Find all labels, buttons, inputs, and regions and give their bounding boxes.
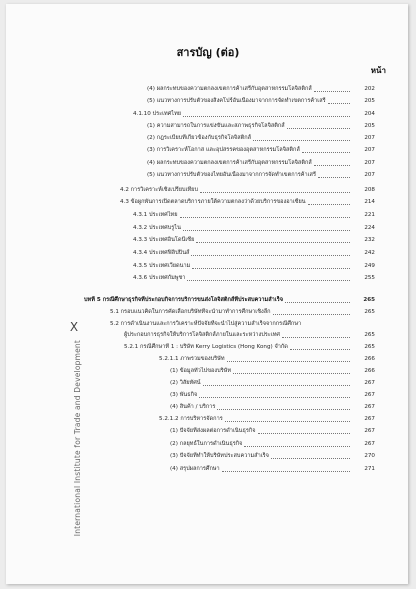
toc-page-number: 267 (364, 416, 375, 422)
toc-page-number: 267 (364, 441, 375, 447)
toc-entry (0, 262, 416, 271)
toc-entry (0, 403, 416, 412)
toc-page-number: 214 (364, 199, 375, 205)
toc-page-number: 267 (364, 428, 375, 434)
toc-entry-title: บทที่ 5 กรณีศึกษาธุรกิจที่ประกอบกิจการบริการขนส่งโลจิสติกส์ที่ประสบความสำเร็จ (84, 297, 283, 303)
toc-page-number: 207 (364, 135, 375, 141)
toc-entry (0, 186, 416, 195)
toc-page-number: 204 (364, 111, 375, 117)
publisher-name: International Institute for Trade and Development (73, 340, 82, 537)
toc-entry-title: (4) ผลกระทบของความตกลงเขตการค้าเสรีกับอุตสาหกรรมโลจิสติกส์ (147, 160, 312, 166)
toc-page-number: 271 (364, 466, 375, 472)
toc-entry-title: (4) ผลกระทบของความตกลงเขตการค้าเสรีกับอุตสาหกรรมโลจิสติกส์ (147, 86, 312, 92)
toc-page-number: 265 (363, 297, 375, 303)
toc-entry-title: 5.1 กรอบแนวคิดในการคัดเลือกบริษัทที่จะนำมาทำการศึกษาเชิงลึก (110, 309, 271, 315)
toc-page-number: 205 (364, 123, 375, 129)
toc-page-number: 267 (364, 404, 375, 410)
toc-entry (0, 171, 416, 180)
toc-entry (0, 110, 416, 119)
toc-entry (0, 85, 416, 94)
toc-entry (0, 427, 416, 436)
toc-entry (0, 159, 416, 168)
toc-entry-title: (2) กลยุทธ์ในการดำเนินธุรกิจ (170, 441, 243, 447)
toc-page-number: 265 (364, 344, 375, 350)
toc-entry-title: 4.3 ข้อผูกพันการเปิดตลาดบริการภายใต้ความตกลงว่าด้วยบริการของอาเซียน (120, 199, 306, 205)
toc-entry-title: (2) กฎระเบียบที่เกี่ยวข้องกับธุรกิจโลจิสติกส์ (147, 135, 252, 141)
toc-entry (0, 440, 416, 449)
toc-entry (0, 452, 416, 461)
toc-entry-title: (1) ข้อมูลทั่วไปของบริษัท (170, 368, 232, 374)
toc-entry (0, 224, 416, 233)
toc-entry-title: (5) แนวทางการปรับตัวของสิงคโปร์อันเนื่องมาจากการจัดทำเขตการค้าเสรี (147, 98, 326, 104)
toc-entry-title: (2) วิสัยทัศน์ (170, 380, 201, 386)
toc-entry (0, 465, 416, 474)
toc-entry-title: 5.2.1.1 ภาพรวมของบริษัท (159, 356, 225, 362)
toc-entry (0, 274, 416, 283)
toc-entry-title: (3) การวิเคราะห์โอกาส และอุปสรรคของอุตสาหกรรมโลจิสติกส์ (147, 147, 300, 153)
toc-entry-title: 4.3.3 ประเทศอินโดนีเซีย (133, 237, 195, 243)
toc-page-number: 267 (364, 392, 375, 398)
toc-page-number: 224 (364, 225, 375, 231)
toc-page-number: 242 (364, 250, 375, 256)
toc-entry (0, 211, 416, 220)
toc-page-number: 267 (364, 380, 375, 386)
toc-entry-title: (4) สรุปผลการศึกษา (170, 466, 220, 472)
toc-entry (0, 249, 416, 258)
toc-entry-title: 4.3.6 ประเทศกัมพูชา (133, 275, 186, 281)
toc-entry (0, 134, 416, 143)
toc-page-number: 265 (364, 309, 375, 315)
toc-entry (0, 146, 416, 155)
toc-page-number: 207 (364, 147, 375, 153)
toc-entry (0, 320, 416, 329)
toc-heading: สารบัญ (ต่อ) (176, 46, 240, 59)
toc-page-number: 255 (364, 275, 375, 281)
page-column-label: หน้า (370, 66, 386, 75)
toc-entry (0, 391, 416, 400)
toc-entry (0, 343, 416, 352)
toc-page-number: 266 (364, 356, 375, 362)
toc-entry-title: 4.3.5 ประเทศเวียดนาม (133, 263, 191, 269)
toc-page-number: 205 (364, 98, 375, 104)
toc-entry-title: (1) ความสามารถในการแข่งขันและสภาพธุรกิจโลจิสติกส์ (147, 123, 285, 129)
toc-entry-title: 5.2.1 กรณีศึกษาที่ 1 : บริษัท Kerry Logistics (Hong Kong) จำกัด (124, 344, 288, 350)
toc-page-number: 270 (364, 453, 375, 459)
toc-page-number: 221 (364, 212, 375, 218)
toc-entry (0, 379, 416, 388)
toc-entry-title: 5.2.1.2 การบริหารจัดการ (159, 416, 223, 422)
toc-entry-title: (5) แนวทางการปรับตัวของไทยอันเนื่องมาจากการจัดทำเขตการค้าเสรี (147, 172, 316, 178)
toc-entry (0, 296, 416, 305)
toc-entry (0, 122, 416, 131)
toc-entry-title: 5.2 การดำเนินงานและการวิเคราะห์ปัจจัยที่จะนำไปสู่ความสำเร็จจากกรณีศึกษา (110, 321, 302, 327)
toc-entry-title: (4) สินค้า / บริการ (170, 404, 216, 410)
toc-page-number: 202 (364, 86, 375, 92)
toc-entry-title: 4.3.2 ประเทศบรูไน (133, 225, 181, 231)
publisher-spine (66, 320, 86, 550)
toc-entry (0, 331, 416, 340)
toc-page-number: 265 (364, 332, 375, 338)
toc-entry-title: (1) ปัจจัยที่ส่งผลต่อการดำเนินธุรกิจ (170, 428, 256, 434)
toc-entry (0, 367, 416, 376)
toc-page-number: 207 (364, 172, 375, 178)
toc-entry-title: 4.2 การวิเคราะห์เชิงเปรียบเทียบ (120, 187, 199, 193)
toc-entry (0, 236, 416, 245)
toc-entry-title: ผู้ประกอบการธุรกิจให้บริการโลจิสติกส์ภายในและระหว่างประเทศ (124, 332, 280, 338)
toc-page-number: 207 (364, 160, 375, 166)
toc-entry (0, 415, 416, 424)
toc-page-number: 249 (364, 263, 375, 269)
toc-entry-title: (3) ปัจจัยที่ทำให้บริษัทประสบความสำเร็จ (170, 453, 269, 459)
toc-entry (0, 355, 416, 364)
toc-entry-title: 4.1.10 ประเทศไทย (133, 111, 182, 117)
toc-entry-title: 4.3.1 ประเทศไทย (133, 212, 178, 218)
toc-entry-title: 4.3.4 ประเทศฟิลิปปินส์ (133, 250, 190, 256)
toc-entry-title: (3) พันธกิจ (170, 392, 198, 398)
toc-entry (0, 97, 416, 106)
publisher-logo-mark: X (69, 320, 79, 334)
toc-page-number: 266 (364, 368, 375, 374)
toc-entry (0, 198, 416, 207)
toc-page-number: 232 (364, 237, 375, 243)
toc-page-number: 208 (364, 187, 375, 193)
toc-entry (0, 308, 416, 317)
